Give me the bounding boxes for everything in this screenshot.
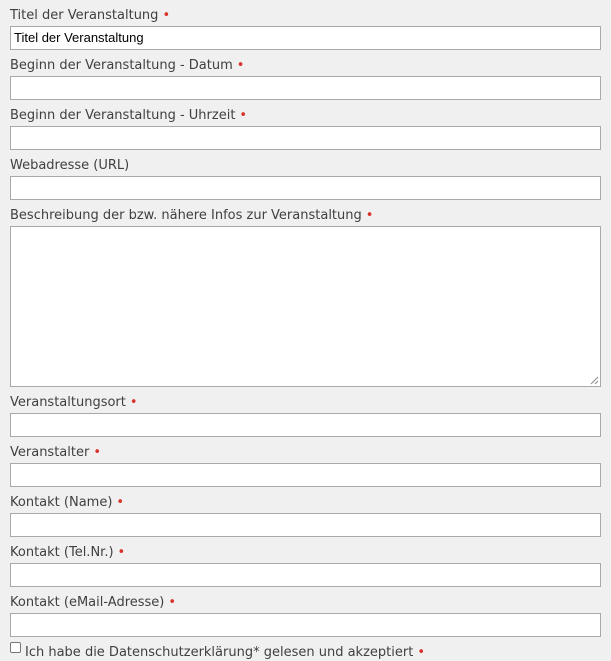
field-website-url: [10, 150, 601, 200]
required-marker: •: [93, 445, 101, 460]
required-marker: •: [117, 545, 126, 560]
venue-label: Veranstaltungsort •: [10, 395, 138, 410]
contact-email-input[interactable]: [10, 613, 601, 637]
event-submission-form: [10, 0, 601, 661]
required-marker: •: [116, 495, 125, 510]
field-event-title: [10, 0, 601, 50]
field-description: [10, 200, 601, 387]
required-marker: •: [168, 595, 177, 610]
website-url-label: Webadresse (URL): [10, 158, 130, 173]
required-marker: •: [239, 108, 248, 123]
venue-input[interactable]: [10, 413, 601, 437]
start-time-input[interactable]: [10, 126, 601, 150]
field-contact-email: [10, 587, 601, 637]
contact-name-label: Kontakt (Name) •: [10, 495, 125, 510]
required-marker: •: [236, 58, 245, 73]
field-start-time: [10, 100, 601, 150]
description-label: Beschreibung der bzw. nähere Infos zur Veranstaltung •: [10, 208, 374, 223]
start-time-label: Beginn der Veranstaltung - Uhrzeit •: [10, 108, 248, 123]
organizer-label: Veranstalter •: [10, 445, 101, 460]
required-marker: •: [417, 645, 425, 660]
resize-handle-icon[interactable]: [590, 376, 599, 385]
contact-phone-label: Kontakt (Tel.Nr.) •: [10, 545, 126, 560]
field-contact-name: [10, 487, 601, 537]
privacy-consent: [10, 639, 601, 661]
privacy-consent-label: Ich habe die Datenschutzerklärung* gelesen und akzeptiert •: [25, 645, 425, 660]
field-contact-phone: [10, 537, 601, 587]
event-title-label: Titel der Veranstaltung •: [10, 8, 171, 23]
contact-name-input[interactable]: [10, 513, 601, 537]
website-url-input[interactable]: [10, 176, 601, 200]
contact-email-label: Kontakt (eMail-Adresse) •: [10, 595, 177, 610]
description-textarea[interactable]: [10, 226, 601, 387]
contact-phone-input[interactable]: [10, 563, 601, 587]
required-marker: •: [365, 208, 374, 223]
field-organizer: [10, 437, 601, 487]
required-marker: •: [162, 8, 171, 23]
organizer-input[interactable]: [10, 463, 601, 487]
start-date-label: Beginn der Veranstaltung - Datum •: [10, 58, 245, 73]
field-venue: [10, 387, 601, 437]
field-start-date: [10, 50, 601, 100]
start-date-input[interactable]: [10, 76, 601, 100]
privacy-consent-checkbox[interactable]: [10, 642, 21, 653]
event-title-input[interactable]: Titel der Veranstaltung: [10, 26, 601, 50]
required-marker: •: [129, 395, 138, 410]
